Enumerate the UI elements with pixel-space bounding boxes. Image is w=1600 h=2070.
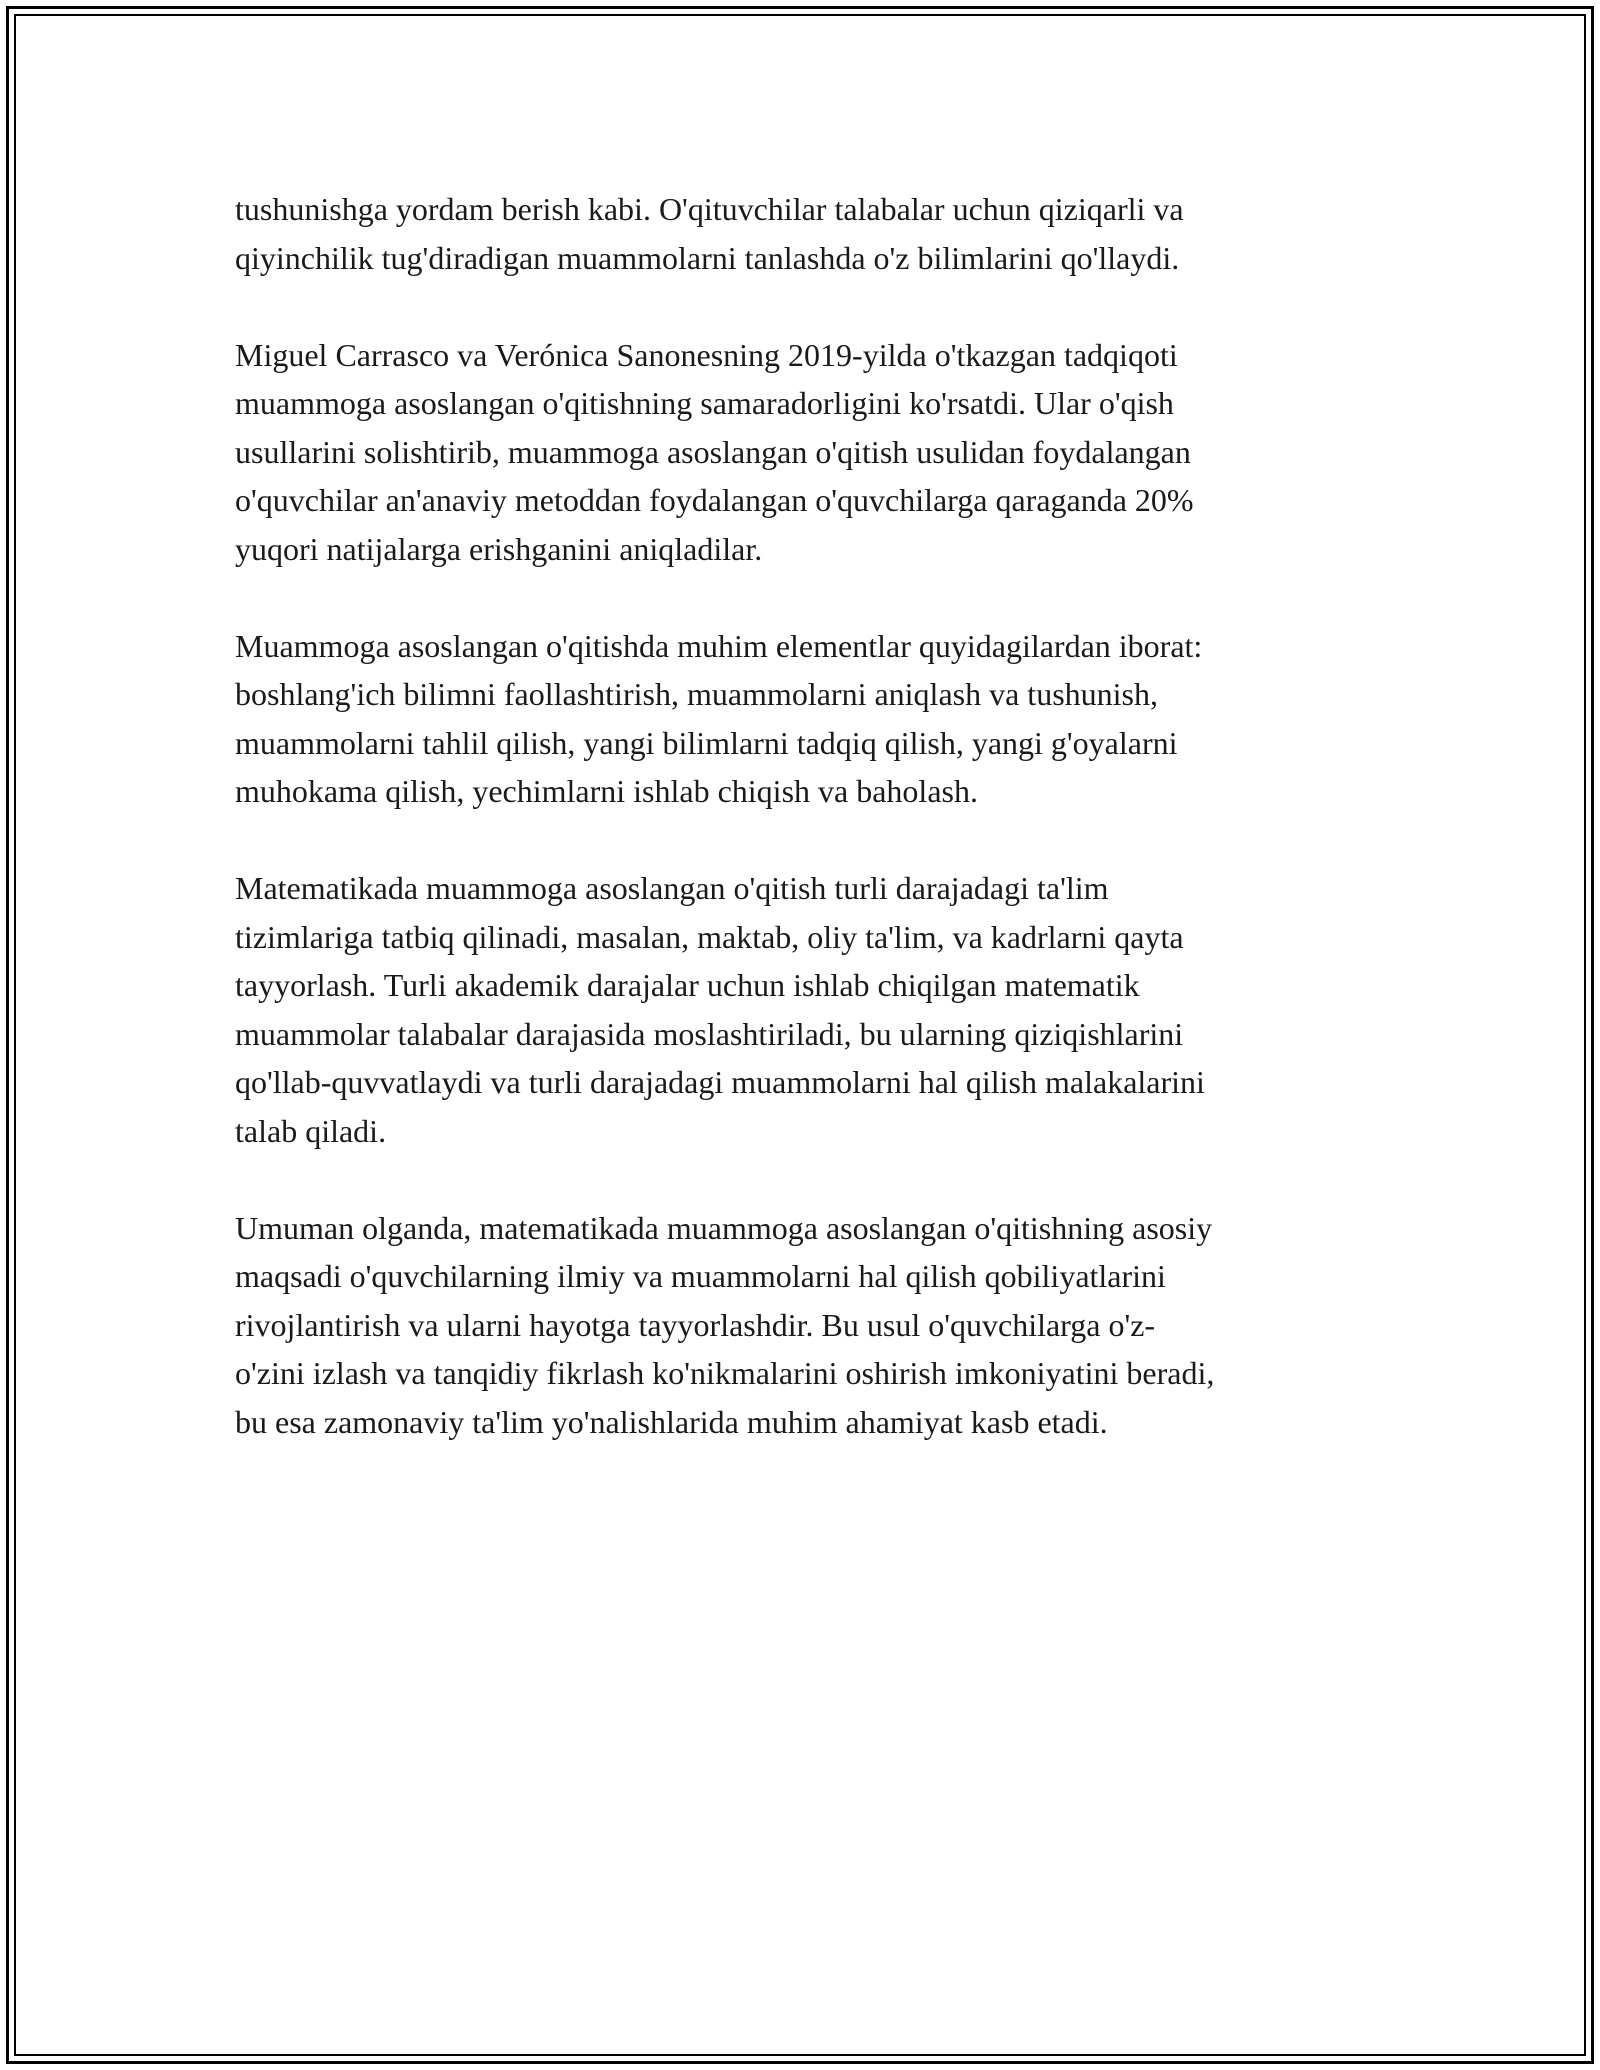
paragraph-5 [235, 1204, 1375, 1447]
text-line: tushunishga yordam berish kabi. O'qituvchilar talabalar uchun qiziqarli va [235, 191, 1184, 227]
document-body [235, 185, 1375, 1495]
text-line: muhokama qilish, yechimlarni ishlab chiqish va baholash. [235, 773, 978, 809]
paragraph-3 [235, 622, 1375, 816]
text-line: yuqori natijalarga erishganini aniqladilar. [235, 530, 763, 567]
text-line: muammoga asoslangan o'qitishning samaradorligini ko'rsatdi. Ular o'qish [235, 385, 1174, 421]
text-line: Muammoga asoslangan o'qitishda muhim elementlar quyidagilardan iborat: [235, 627, 1203, 664]
text-line: o'quvchilar an'anaviy metoddan foydalangan o'quvchilarga qaraganda 20% [235, 482, 1194, 518]
text-line: o'zini izlash va tanqidiy fikrlash ko'nikmalarini oshirish imkoniyatini beradi, [235, 1355, 1215, 1391]
text-line: talab qiladi. [235, 1112, 387, 1149]
text-line: qiyinchilik tug'diradigan muammolarni tanlashda o'z bilimlarini qo'llaydi. [235, 239, 1180, 276]
text-line: usullarini solishtirib, muammoga asoslangan o'qitish usulidan foydalangan [235, 433, 1191, 470]
text-line: tizimlariga tatbiq qilinadi, masalan, maktab, oliy ta'lim, va kadrlarni qayta [235, 918, 1184, 955]
paragraph-2 [235, 331, 1375, 574]
text-line: muammolarni tahlil qilish, yangi bilimlarni tadqiq qilish, yangi g'oyalarni [235, 724, 1178, 761]
text-line: muammolar talabalar darajasida moslashtiriladi, bu ularning qiziqishlarini [235, 1015, 1184, 1052]
text-line: rivojlantirish va ularni hayotga tayyorlashdir. Bu usul o'quvchilarga o'z- [235, 1306, 1156, 1343]
paragraph-1 [235, 185, 1375, 282]
text-line: maqsadi o'quvchilarning ilmiy va muammolarni hal qilish qobiliyatlarini [235, 1258, 1166, 1294]
paragraph-4 [235, 864, 1375, 1155]
text-line: boshlang'ich bilimni faollashtirish, muammolarni aniqlash va tushunish, [235, 676, 1158, 712]
text-line: Umuman olganda, matematikada muammoga asoslangan o'qitishning asosiy [235, 1209, 1213, 1246]
text-line: qo'llab-quvvatlaydi va turli darajadagi muammolarni hal qilish malakalarini [235, 1064, 1205, 1100]
text-line: tayyorlash. Turli akademik darajalar uchun ishlab chiqilgan matematik [235, 967, 1140, 1003]
text-line: Miguel Carrasco va Verónica Sanonesning 2019-yilda o'tkazgan tadqiqoti [235, 336, 1178, 373]
text-line: bu esa zamonaviy ta'lim yo'nalishlarida muhim ahamiyat kasb etadi. [235, 1403, 1108, 1440]
text-line: Matematikada muammoga asoslangan o'qitish turli darajadagi ta'lim [235, 870, 1109, 906]
